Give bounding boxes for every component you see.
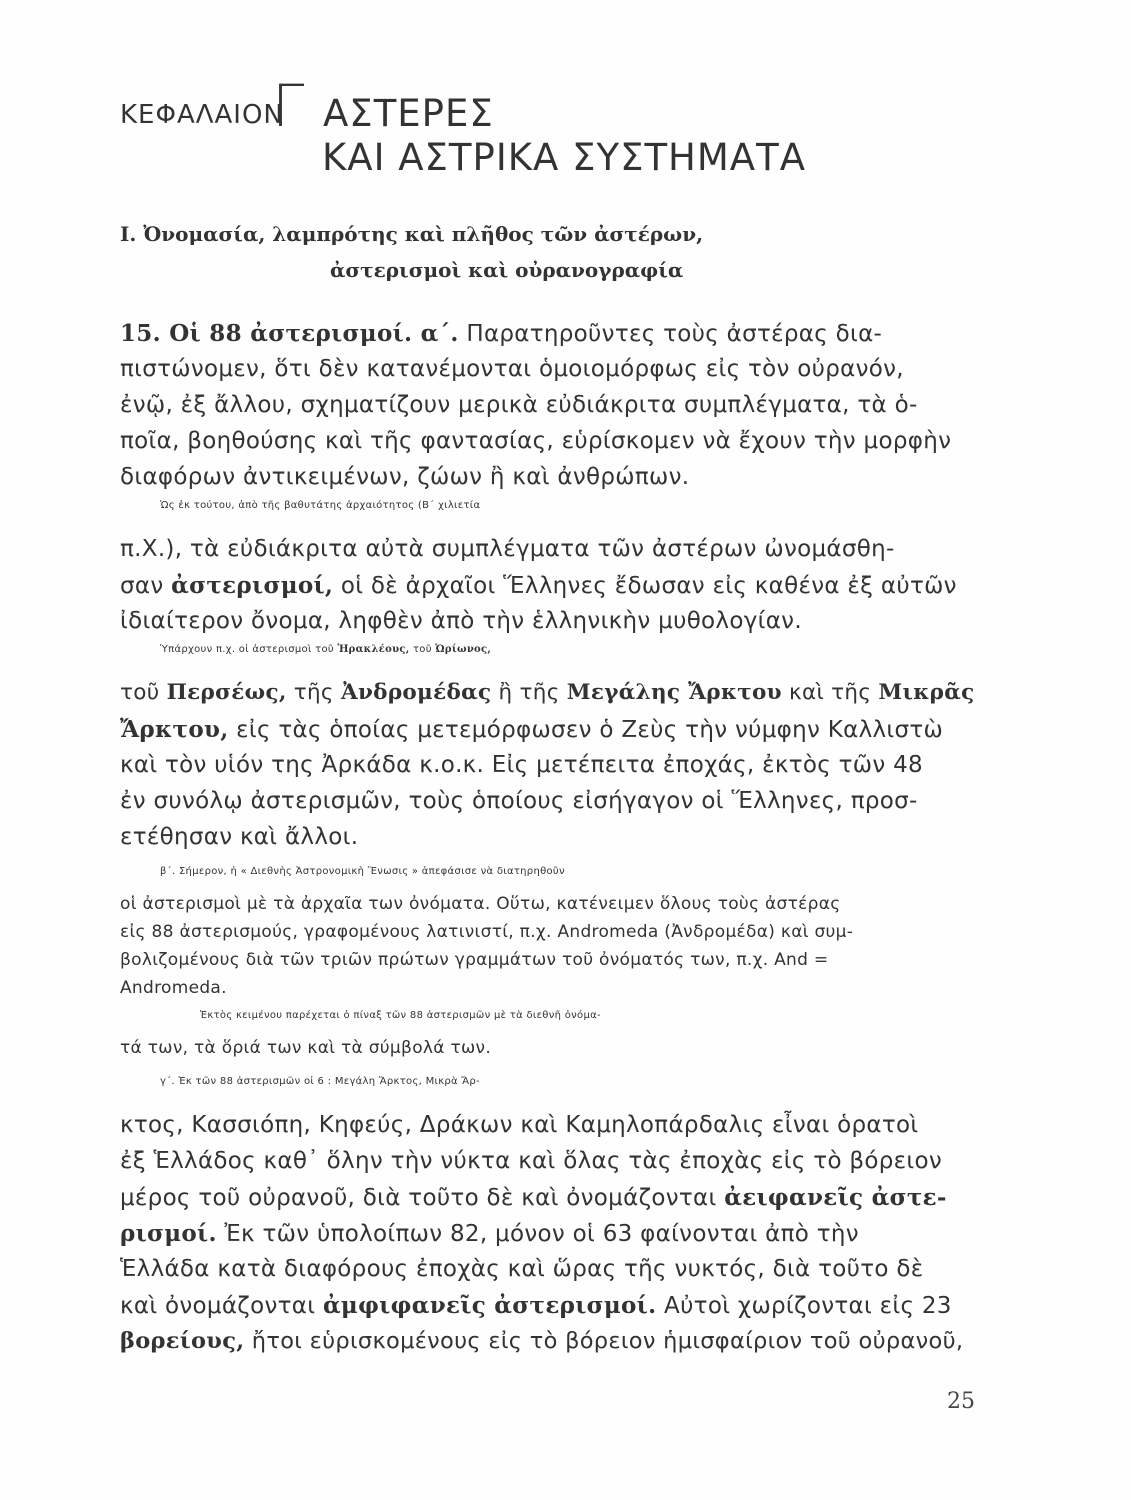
- text-line: ἐνῷ, ἐξ ἄλλου, σχηματίζουν μερικὰ εὐδιάκριτα συμπλέγματα, τὰ ὁ-: [120, 392, 918, 418]
- small-text-line: τά των, τὰ ὅριά των καὶ τὰ σύμβολά των.: [120, 1038, 492, 1058]
- text-line: π.Χ.), τὰ εὐδιάκριτα αὐτὰ συμπλέγματα τῶν ἀστέρων ὠνομάσθη-: [120, 536, 895, 562]
- text-line: βορείους, ἤτοι εὑρισκομένους εἰς τὸ βόρειον ἡμισφαίριον τοῦ οὐρανοῦ,: [120, 1328, 964, 1354]
- small-text-line: Andromeda.: [120, 978, 227, 998]
- text-line: ετέθησαν καὶ ἄλλοι.: [120, 824, 359, 850]
- small-text-line: β΄. Σήμερον, ἡ « Διεθνὴς Ἀστρονομικὴ Ἕνωσις » ἀπεφάσισε νὰ διατηρηθοῦν: [160, 866, 565, 877]
- small-text-line: οἱ ἀστερισμοὶ μὲ τὰ ἀρχαῖα των ὀνόματα. Οὕτω, κατένειμεν ὅλους τοὺς ἀστέρας: [120, 894, 841, 914]
- text-line: Ἑλλάδα κατὰ διαφόρους ἐποχὰς καὶ ὥρας τῆς νυκτός, διὰ τοῦτο δὲ: [120, 1256, 924, 1282]
- text-line: γ΄. Ἐκ τῶν 88 ἀστερισμῶν οἱ 6 : Μεγάλη Ἄρκτος, Μικρὰ Ἄρ-: [160, 1076, 480, 1087]
- text-line: κτος, Κασσιόπη, Κηφεύς, Δράκων καὶ Καμηλοπάρδαλις εἶναι ὁρατοὶ: [120, 1112, 919, 1138]
- section-heading-line1: Ι. Ὀνομασία, λαμπρότης καὶ πλῆθος τῶν ἀστέρων,: [120, 222, 704, 246]
- text-line: διαφόρων ἀντικειμένων, ζώων ἢ καὶ ἀνθρώπων.: [120, 464, 690, 490]
- small-text-line: Ἐκτὸς κειμένου παρέχεται ὁ πίναξ τῶν 88 ἀστερισμῶν μὲ τὰ διεθνῆ ὀνόμα-: [200, 1010, 601, 1021]
- text-line: καὶ ὀνομάζονται ἀμφιφανεῖς ἀστερισμοί. Αὐτοὶ χωρίζονται εἰς 23: [120, 1292, 952, 1319]
- text-line: πιστώνομεν, ὅτι δὲν κατανέμονται ὁμοιομόρφως εἰς τὸν οὐρανόν,: [120, 356, 904, 382]
- text-line: ποῖα, βοηθούσης καὶ τῆς φαντασίας, εὑρίσκομεν νὰ ἔχουν τὴν μορφὴν: [120, 428, 952, 454]
- text-line: ἰδιαίτερον ὄνομα, ληφθὲν ἀπὸ τὴν ἑλληνικὴν μυθολογίαν.: [120, 608, 802, 634]
- text-line: ἐν συνόλῳ ἀστερισμῶν, τοὺς ὁποίους εἰσήγαγον οἱ Ἕλληνες, προσ-: [120, 788, 918, 814]
- text-line: μέρος τοῦ οὐρανοῦ, διὰ τοῦτο δὲ καὶ ὀνομάζονται ἀειφανεῖς ἀστε-: [120, 1184, 947, 1211]
- text-line: 15. Οἱ 88 ἀστερισμοί. α΄. Παρατηροῦντες τοὺς ἀστέρας δια-: [120, 320, 883, 347]
- chapter-number: Γ: [272, 72, 305, 140]
- text-line: Ὑπάρχουν π.χ. οἱ ἀστερισμοὶ τοῦ Ἡρακλέους, τοῦ Ὠρίωνος,: [160, 644, 492, 655]
- page-number: 25: [947, 1389, 975, 1414]
- chapter-title-line2: ΚΑΙ ΑΣΤΡΙΚΑ ΣΥΣΤΗΜΑΤΑ: [322, 136, 807, 179]
- text-line: καὶ τὸν υἱόν της Ἀρκάδα κ.ο.κ. Εἰς μετέπειτα ἐποχάς, ἐκτὸς τῶν 48: [120, 752, 923, 778]
- text-line: ἐξ Ἑλλάδος καθ᾽ ὅλην τὴν νύκτα καὶ ὅλας τὰς ἐποχὰς εἰς τὸ βόρειον: [120, 1148, 943, 1174]
- section-heading-line2: ἀστερισμοὶ καὶ οὐρανογραφία: [330, 258, 684, 282]
- small-text-line: εἰς 88 ἀστερισμούς, γραφομένους λατινιστί, π.χ. Andromeda (Ἀνδρομέδα) καὶ συμ-: [120, 922, 854, 942]
- chapter-label: ΚΕΦΑΛΑΙΟΝ: [120, 100, 284, 130]
- text-line: σαν ἀστερισμοί, οἱ δὲ ἀρχαῖοι Ἕλληνες ἔδωσαν εἰς καθένα ἐξ αὐτῶν: [120, 572, 957, 599]
- text-line: Ἄρκτου, εἰς τὰς ὁποίας μετεμόρφωσεν ὁ Ζεὺς τὴν νύμφην Καλλιστὼ: [120, 716, 944, 743]
- text-line: Ὡς ἐκ τούτου, ἀπὸ τῆς βαθυτάτης ἀρχαιότητος (Β΄ χιλιετία: [160, 500, 481, 511]
- chapter-title-line1: ΑΣΤΕΡΕΣ: [323, 92, 494, 135]
- paragraph-heading: 15. Οἱ 88 ἀστερισμοί. α΄.: [120, 320, 459, 347]
- small-text-line: βολιζομένους διὰ τῶν τριῶν πρώτων γραμμάτων τοῦ ὀνόματός των, π.χ. And =: [120, 950, 829, 970]
- text-line: ρισμοί. Ἐκ τῶν ὑπολοίπων 82, μόνον οἱ 63 φαίνονται ἀπὸ τὴν: [120, 1220, 859, 1247]
- text-line: τοῦ Περσέως, τῆς Ἀνδρομέδας ἢ τῆς Μεγάλης Ἄρκτου καὶ τῆς Μικρᾶς: [120, 680, 975, 705]
